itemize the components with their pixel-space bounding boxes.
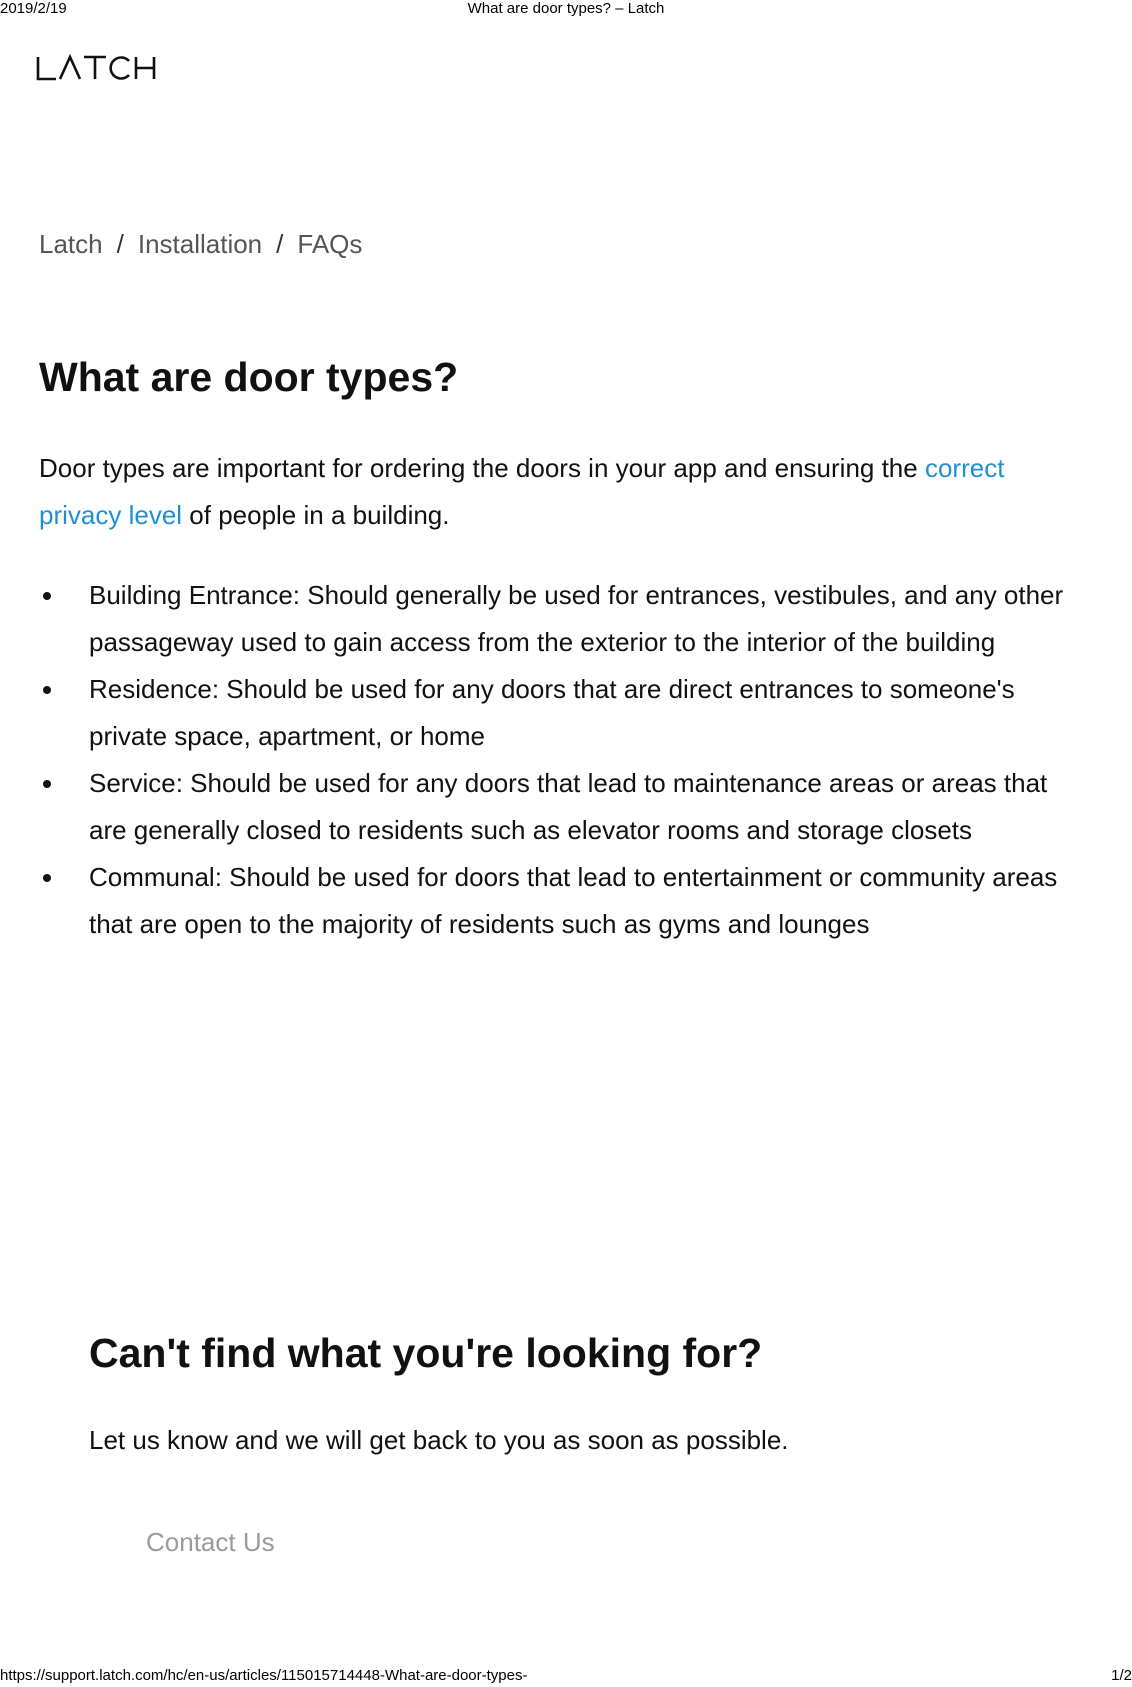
list-item-building-entrance (40, 572, 1090, 666)
contact-us-button[interactable]: Contact Us (146, 1527, 275, 1557)
door-types-list (40, 572, 1090, 948)
breadcrumb-faqs[interactable]: FAQs (297, 229, 363, 259)
list-item-communal (40, 854, 1090, 948)
latch-logo[interactable] (36, 54, 160, 88)
print-page-number: 1/2 (1111, 1667, 1132, 1684)
intro-text-start: Door types are important for ordering the doors in your app and ensuring the (39, 453, 925, 483)
breadcrumb (39, 229, 362, 260)
breadcrumb-separator: / (276, 229, 284, 259)
breadcrumb-latch[interactable]: Latch (39, 229, 103, 259)
door-type-text: Service: Should be used for any doors that lead to maintenance areas or areas that are generally closed to residents such as elevator rooms and storage closets (89, 768, 1048, 845)
list-item-service (40, 760, 1090, 854)
bullet-icon (43, 874, 51, 882)
bullet-icon (43, 592, 51, 600)
door-type-text: Building Entrance: Should generally be used for entrances, vestibules, and any other passageway used to gain access from the exterior to the interior of the building (89, 580, 1064, 657)
print-date: 2019/2/19 (0, 0, 67, 17)
print-page-title: What are door types? – Latch (467, 0, 665, 17)
bullet-icon (43, 686, 51, 694)
article-intro (39, 445, 1079, 539)
list-item-residence (40, 666, 1090, 760)
breadcrumb-installation[interactable]: Installation (137, 229, 263, 259)
article-title: What are door types? (39, 354, 459, 400)
bullet-icon (43, 780, 51, 788)
breadcrumb-separator: / (116, 229, 124, 259)
print-header (0, 0, 1132, 20)
help-text: Let us know and we will get back to you as soon as possible. (89, 1425, 789, 1455)
intro-text-end: of people in a building. (182, 500, 450, 530)
door-type-text: Communal: Should be used for doors that lead to entertainment or community areas that are open to the majority of residents such as gyms and lounges (89, 862, 1058, 939)
privacy-level-link[interactable]: correct privacy level (39, 453, 1005, 530)
help-title: Can't find what you're looking for? (89, 1330, 763, 1376)
door-type-text: Residence: Should be used for any doors that are direct entrances to someone's private space, apartment, or home (89, 674, 1015, 751)
print-footer (0, 1667, 1132, 1687)
print-url: https://support.latch.com/hc/en-us/articles/115015714448-What-are-door-types- (0, 1667, 528, 1684)
